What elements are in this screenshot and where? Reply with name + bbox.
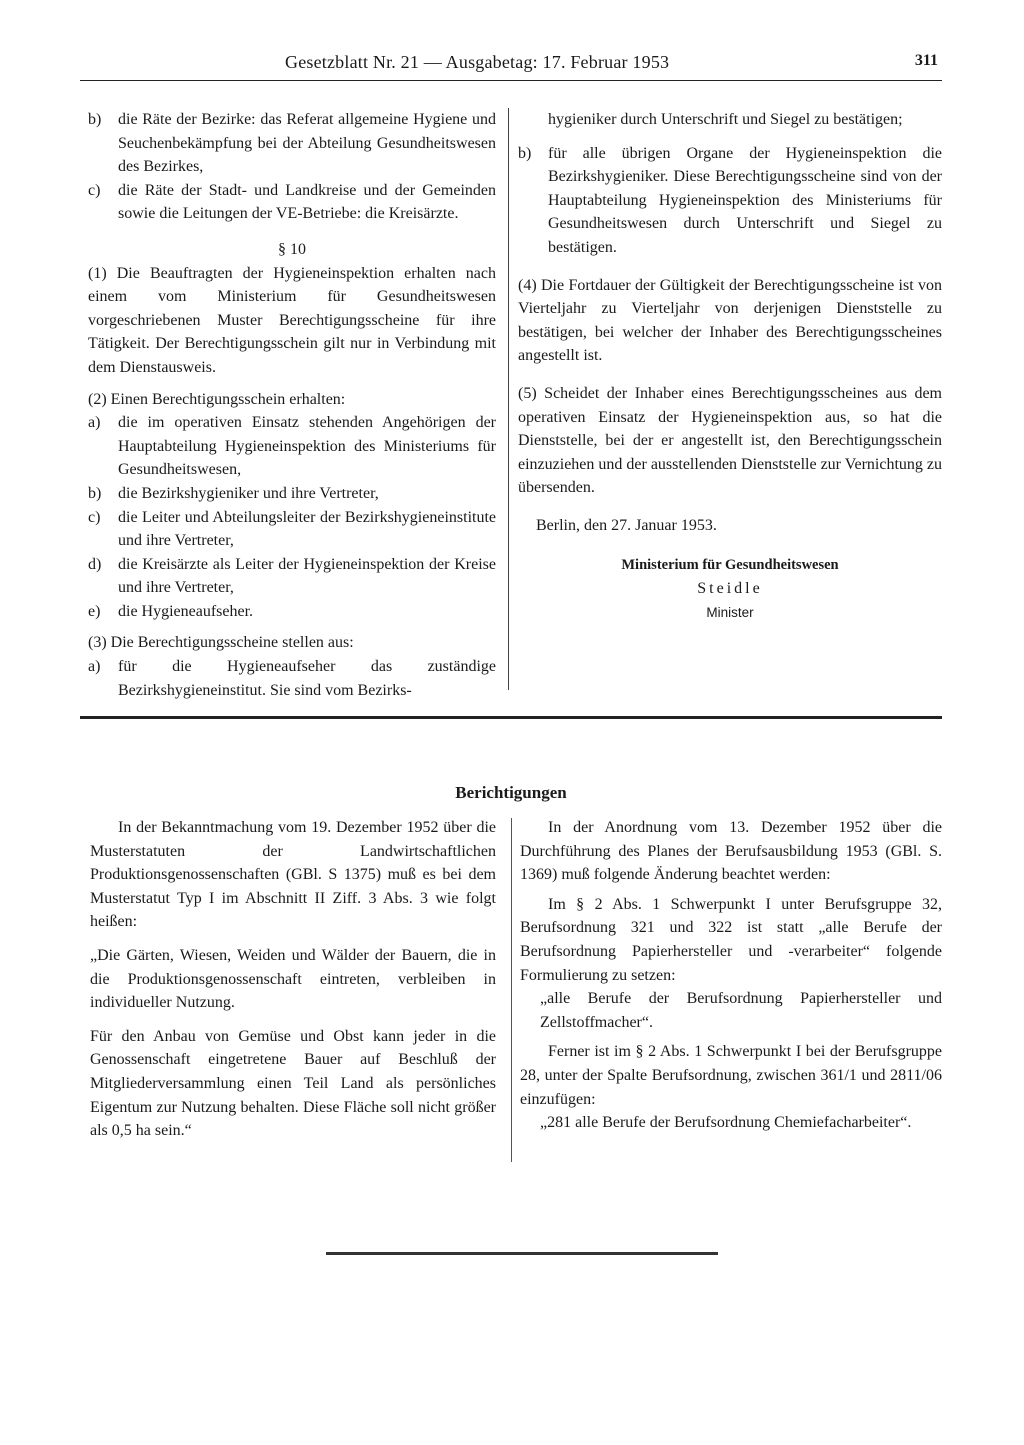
- list-item: [88, 553, 496, 600]
- date-line: Berlin, den 27. Januar 1953.: [536, 516, 717, 534]
- item-text: für alle übrigen Organe der Hygieneinspektion die Bezirkshygieniker. Diese Berechtigungsscheine sind von der Hauptabteilung Hygieneinspektion des Ministeriums für Gesundheitswesen durch Unterschrift und Siegel zu bestätigen.: [548, 144, 942, 256]
- list-item: [88, 179, 496, 226]
- item-text: die Leiter und Abteilungsleiter der Bezirkshygieneinstitute und ihre Vertreter,: [118, 508, 496, 550]
- paragraph: In der Anordnung vom 13. Dezember 1952 über die Durchführung des Planes der Berufsausbildung 1953 (GBl. S. 1369) muß folgende Änderung beachtet werden:: [520, 819, 942, 884]
- paragraph: Für den Anbau von Gemüse und Obst kann jeder in die Genossenschaft eingetretene Bauer auf Beschluß der Mitgliederversammlung einen Teil Land als persönliches Eigentum zur Nutzung behalten. Diese Fläche soll nicht größer als 0,5 ha sein.“: [90, 1027, 496, 1140]
- item-text: die Räte der Bezirke: das Referat allgemeine Hygiene und Seuchenbekämpfung bei der Abteilung Gesundheitswesen des Bezirkes,: [118, 111, 496, 176]
- item-marker: a): [88, 414, 101, 432]
- list-item: [88, 108, 496, 179]
- section-heading: § 10: [278, 240, 306, 258]
- item-text: die Bezirkshygieniker und ihre Vertreter,: [118, 484, 379, 502]
- list-item: [88, 655, 496, 702]
- paragraph: „Die Gärten, Wiesen, Weiden und Wälder der Bauern, die in die Produktionsgenossenschaft eintreten, verbleiben in individueller Nutzung.: [90, 946, 496, 1012]
- item-marker: b): [88, 484, 102, 502]
- list-item: [88, 411, 496, 482]
- corrections-heading: Berichtigungen: [455, 783, 567, 802]
- list-item: [88, 482, 496, 506]
- ministry-name: Ministerium für Gesundheitswesen: [621, 556, 839, 573]
- top-right-column: [518, 108, 942, 624]
- end-rule: [326, 1252, 718, 1255]
- paragraph: hygieniker durch Unterschrift und Siegel zu bestätigen;: [548, 111, 903, 128]
- paragraph: (5) Scheidet der Inhaber eines Berechtigungsscheines aus dem operativen Einsatz der Hygieneinspektion aus, so hat die Dienststelle, bei der er angestellt ist, den Berechtigungsschein einzuziehen und der ausstellenden Dienststelle zur Vernichtung zu übersenden.: [518, 384, 943, 497]
- item-text: für die Hygieneaufseher das zuständige Bezirkshygieneinstitut. Sie sind vom Bezirks-: [118, 658, 496, 699]
- corrections-right-column: [520, 816, 942, 1135]
- item-text: die im operativen Einsatz stehenden Angehörigen der Hauptabteilung Hygieneinspektion des Ministeriums für Gesundheitswesen,: [118, 414, 496, 479]
- paragraph: In der Bekanntmachung vom 19. Dezember 1952 über die Musterstatuten der Landwirtschaftlichen Produktionsgenossenschaften (GBl. S 1375) muß es bei dem Musterstatut Typ I im Abschnitt II Ziff. 3 Abs. 3 wie folgt heißen:: [90, 819, 496, 931]
- column-divider: [508, 108, 509, 690]
- item-marker: a): [88, 658, 101, 676]
- signer-name: Steidle: [697, 580, 763, 598]
- item-text: die Räte der Stadt- und Landkreise und der Gemeinden sowie die Leitungen der VE-Betriebe: die Kreisärzte.: [118, 181, 496, 223]
- item-marker: e): [88, 602, 101, 620]
- paragraph: Im § 2 Abs. 1 Schwerpunkt I unter Berufsgruppe 32, Berufsordnung 321 und 322 ist statt „alle Berufe der Berufsordnung Papierhersteller und -verarbeiter“ folgende Formulierung zu setzen:: [520, 895, 942, 984]
- item-marker: b): [88, 111, 102, 128]
- paragraph: (4) Die Fortdauer der Gültigkeit der Berechtigungsscheine ist von Vierteljahr zu Vierteljahr von derjenigen Dienststelle zu bestätigen, bei welcher der Inhaber des Berechtigungsscheines angestellt ist.: [518, 276, 942, 365]
- paragraph: „281 alle Berufe der Berufsordnung Chemiefacharbeiter“.: [540, 1114, 912, 1132]
- item-text: die Kreisärzte als Leiter der Hygieneinspektion der Kreise und ihre Vertreter,: [118, 555, 496, 597]
- item-marker: c): [88, 181, 101, 199]
- item-marker: d): [88, 555, 102, 573]
- paragraph: Ferner ist im § 2 Abs. 1 Schwerpunkt I bei der Berufsgruppe 28, unter der Spalte Berufsordnung, zwischen 361/1 und 2811/06 einzufügen:: [520, 1043, 942, 1108]
- paragraph: „alle Berufe der Berufsordnung Papierhersteller und Zellstoffmacher“.: [540, 990, 942, 1031]
- paragraph: (1) Die Beauftragten der Hygieneinspektion erhalten nach einem vom Ministerium für Gesundheitswesen vorgeschriebenen Muster Berechtigungsscheine für ihre Tätigkeit. Der Berechtigungsschein gilt nur in Verbindung mit dem Dienstausweis.: [88, 264, 496, 376]
- page-header: [80, 52, 942, 81]
- signature-block: [518, 554, 942, 625]
- page-number: 311: [914, 52, 938, 69]
- signer-title: Minister: [706, 604, 754, 620]
- column-divider: [511, 818, 512, 1162]
- list-item: [518, 142, 942, 260]
- paragraph: (3) Die Berechtigungsscheine stellen aus:: [88, 634, 354, 652]
- item-marker: b): [518, 144, 532, 162]
- item-text: die Hygieneaufseher.: [118, 602, 254, 620]
- paragraph: (2) Einen Berechtigungsschein erhalten:: [88, 390, 346, 408]
- header-title: Gesetzblatt Nr. 21 — Ausgabetag: 17. Februar 1953: [285, 52, 670, 72]
- item-marker: c): [88, 508, 101, 526]
- top-left-column: [88, 108, 496, 702]
- section-divider: [80, 716, 942, 719]
- corrections-left-column: [90, 816, 496, 1143]
- list-item: [88, 506, 496, 553]
- list-item: [88, 600, 496, 624]
